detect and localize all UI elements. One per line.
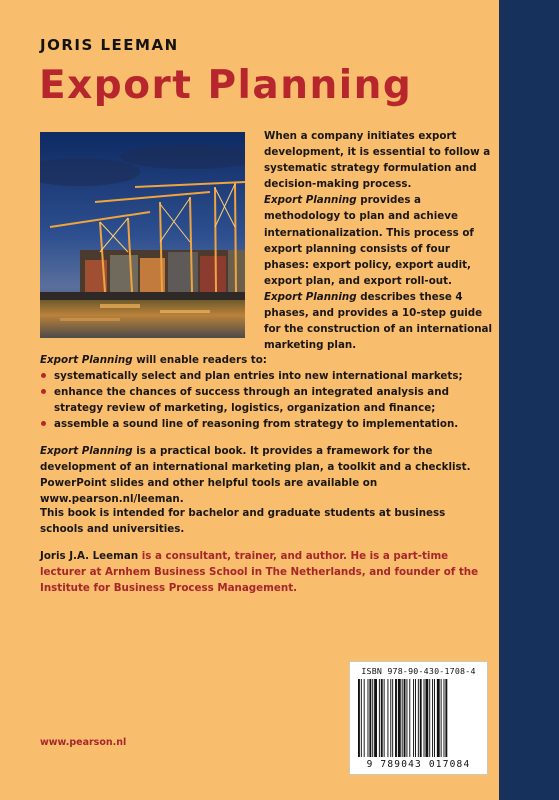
barcode-bar [379,679,380,757]
bio-author-name: Joris J.A. Leeman [40,550,139,562]
book-title-ref: Export Planning [264,290,357,303]
author-name: JORIS LEEMAN [40,36,179,54]
book-title-ref: Export Planning [40,445,133,457]
blurb-paragraph-2 [264,192,496,289]
barcode-bar [364,679,365,757]
barcode-bar [368,679,369,757]
isbn-barcode [349,661,488,775]
blurb-paragraph-1: When a company initiates export development, it is essential to follow a systematic strategy formulation and decision-making process. [264,130,491,191]
barcode-bar [441,679,442,757]
book-title: Export Planning [39,63,413,108]
barcode-bar [424,679,425,757]
author-bio [40,548,480,596]
barcode-bar [398,679,401,757]
cover-photo [40,132,245,338]
author-bio-paragraph [40,548,480,596]
barcode-bar [404,679,406,757]
bio-text: is a consultant, trainer, and author. He is a part-time lecturer at Arnhem Business School in The Netherlands, and founder of the Institute for Business Process Management. [40,550,479,595]
blurb-text [264,128,496,353]
blurb-paragraph-2-text: provides a methodology to plan and achieve internationalization. This process of export planning consists of four phases: export policy, export audit, export plan, and export roll-out. [264,194,474,287]
barcode-bar [381,679,383,757]
benefits-intro-text: will enable readers to: [132,354,267,366]
barcode-bar [402,679,403,757]
barcode-bar [425,679,428,757]
barcode-bar [420,679,422,757]
benefits-section [40,352,480,432]
barcode-bar [437,679,440,757]
barcode-icon [358,679,479,757]
practical-paragraph [40,443,480,507]
barcode-bar [395,679,397,757]
audience-paragraph: This book is intended for bachelor and graduate students at business schools and universities. [40,507,446,536]
barcode-bar [392,679,393,757]
barcode-bar [429,679,430,757]
practical-text: is a practical book. It provides a framework for the development of an international marketing plan, a toolkit and a checklist. PowerPoint slides and other helpful tools are available on www.pearson.nl/leeman. [40,445,471,506]
benefits-intro [40,352,480,368]
barcode-bar [372,679,373,757]
list-item: enhance the chances of success through an integrated analysis and strategy review of marketing, logistics, organization and finance; [40,384,480,416]
barcode-bar [445,679,447,757]
barcode-bar [384,679,385,757]
barcode-bar [374,679,377,757]
publisher-url: www.pearson.nl [40,737,127,748]
barcode-bar [434,679,435,757]
barcode-bar [413,679,414,757]
barcode-bar [406,679,407,757]
barcode-bar [444,679,445,757]
list-item: assemble a sound line of reasoning from strategy to implementation. [40,416,480,432]
blurb-paragraph-3 [264,289,496,353]
book-title-ref: Export Planning [40,354,133,366]
barcode-bar [361,679,362,757]
barcode-bar [415,679,416,757]
barcode-bar [418,679,419,757]
blurb-paragraph-3-text: describes these 4 phases, and provides a 10-step guide for the construction of an international marketing plan. [264,290,493,352]
barcode-bar [390,679,391,757]
barcode-bar [387,679,388,757]
isbn-digits: 9 789043 017084 [366,759,471,770]
isbn-label: ISBN 978-90-430-1708-4 [361,666,476,676]
book-title-ref: Export Planning [264,194,357,207]
list-item: systematically select and plan entries into new international markets; [40,368,480,384]
port-cranes-illustration [40,132,245,338]
book-spine [499,0,559,800]
practical-section [40,443,480,507]
barcode-bar [369,679,371,757]
barcode-bar [432,679,433,757]
barcode-bar [358,679,360,757]
barcode-bar [409,679,410,757]
benefits-list [40,368,480,432]
